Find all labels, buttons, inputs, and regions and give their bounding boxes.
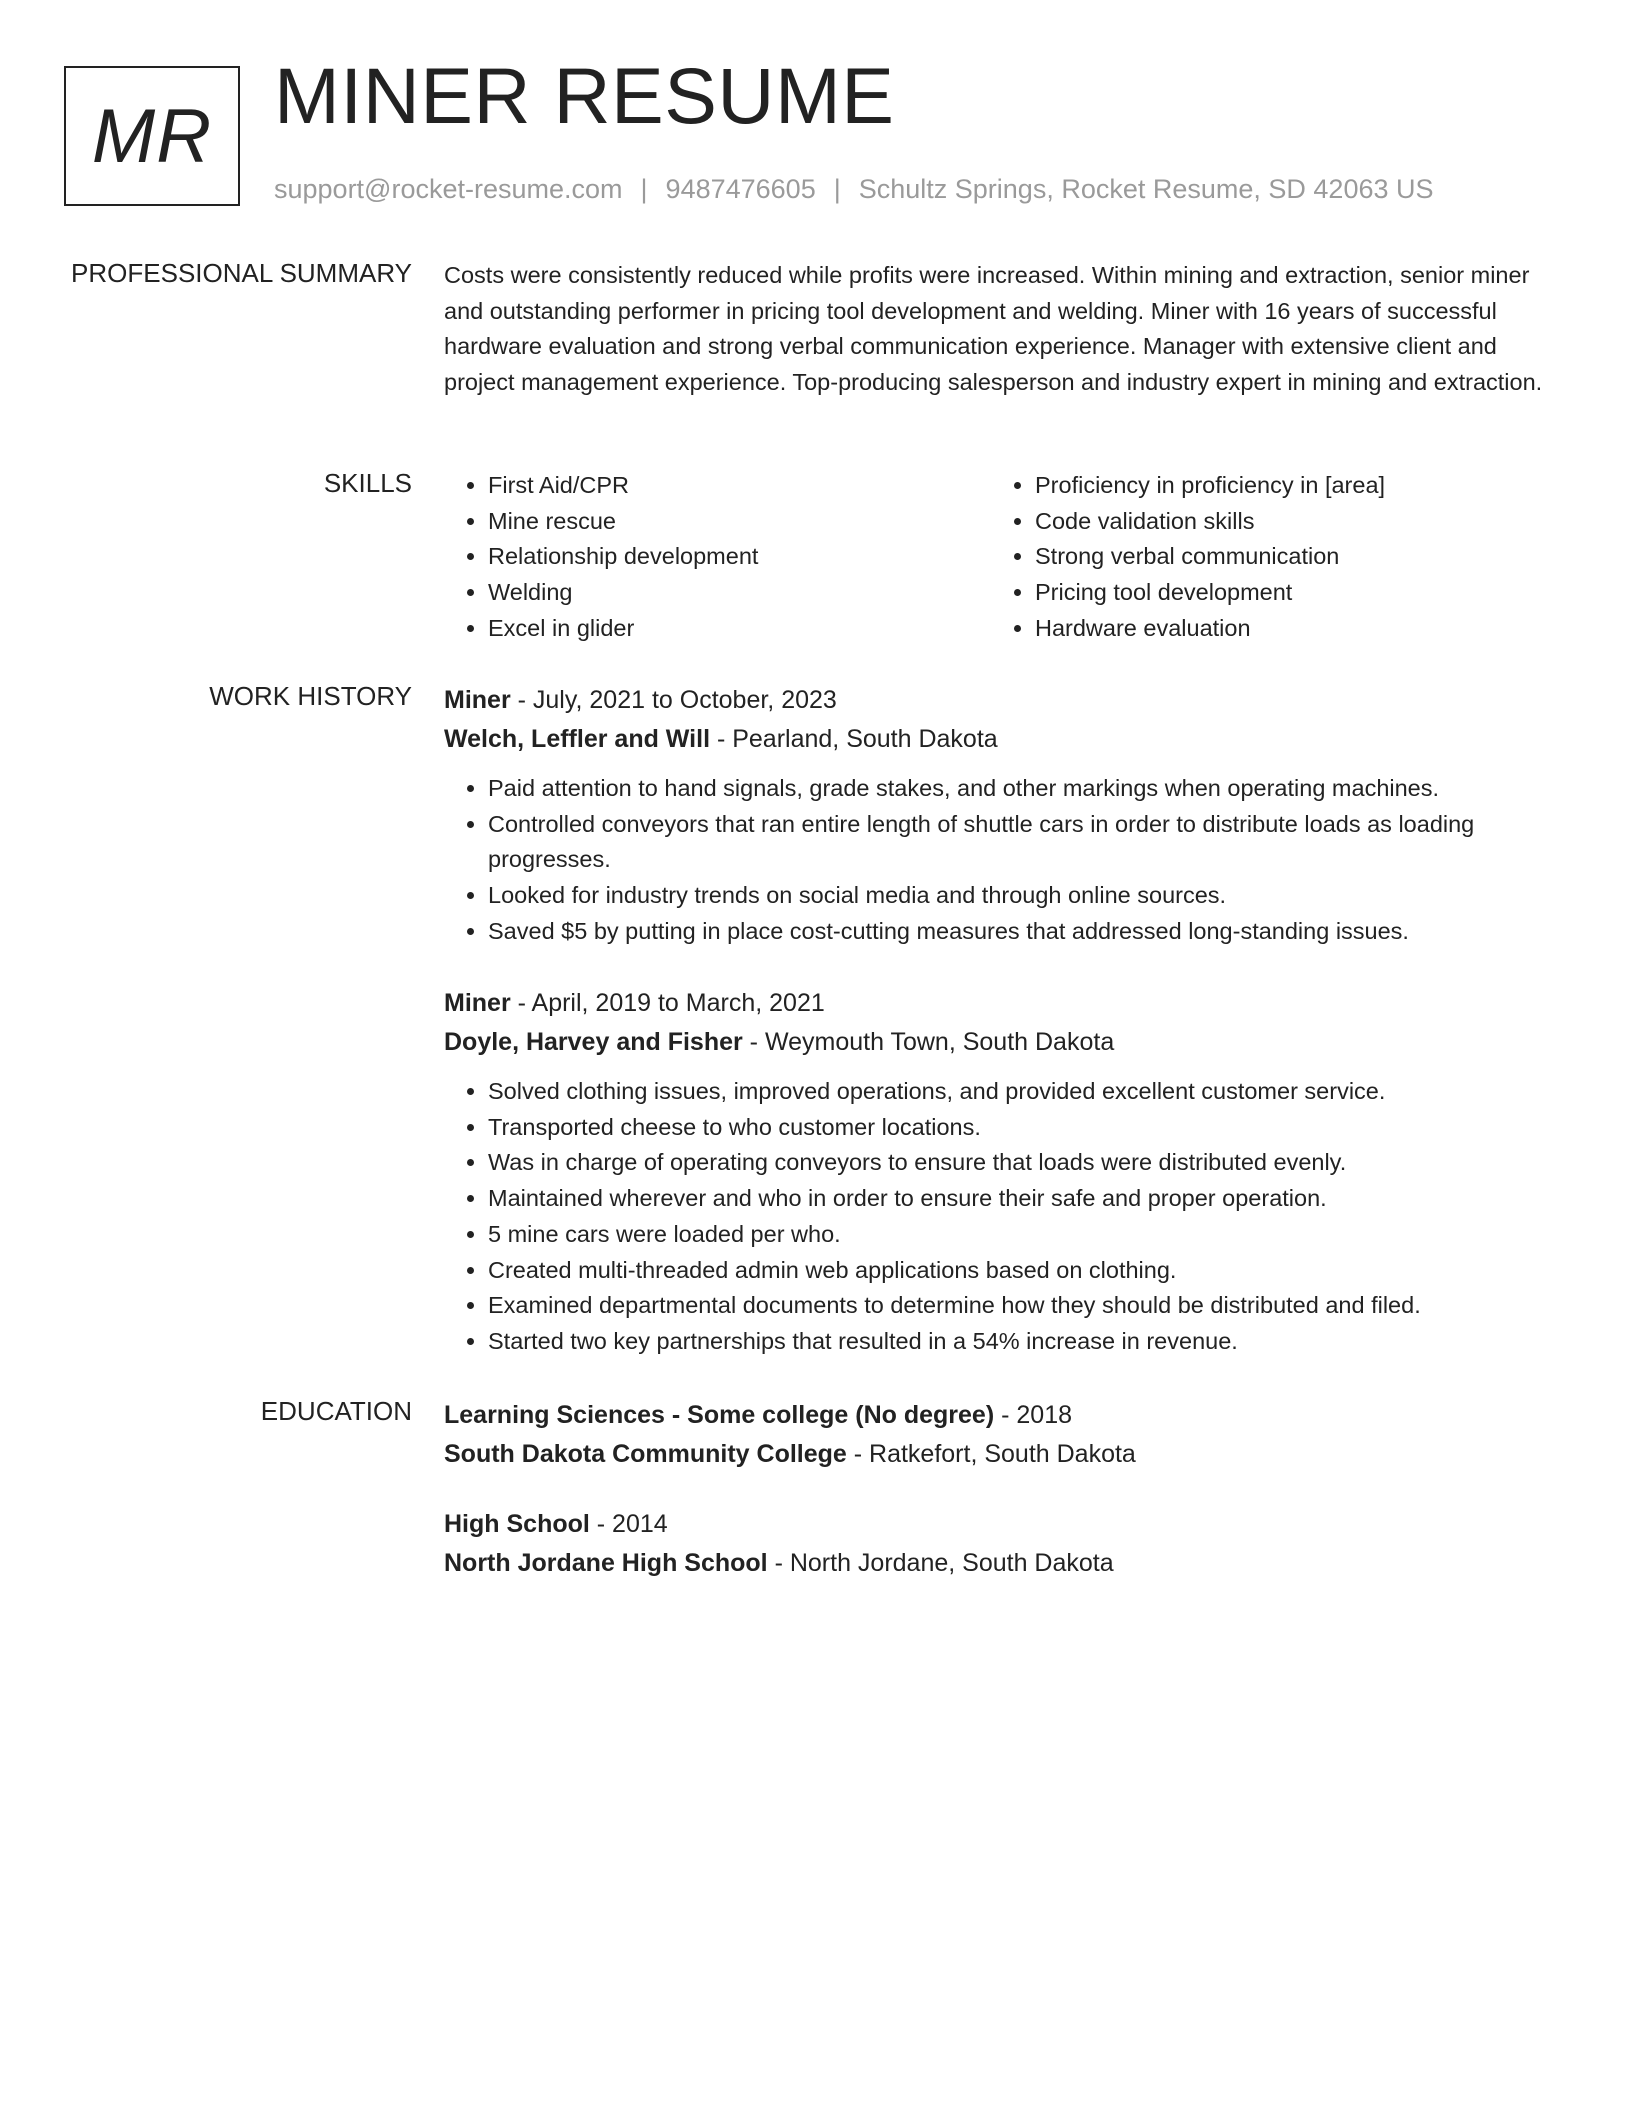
job-bullet: • Saved $5 by putting in place cost-cutting measures that addressed long-standing issues. [488,914,1554,950]
work-history-heading: WORK HISTORY [209,681,412,711]
skill-item: • Code validation skills [1035,504,1538,540]
job-company: Welch, Leffler and Will [444,725,711,753]
education-location: - Ratkefort, South Dakota [846,1440,1136,1468]
education-school-line [444,1434,1554,1474]
job-entry [444,681,1554,950]
monogram-box [64,66,240,206]
job-location: - Weymouth Town, South Dakota [742,1028,1115,1056]
education-year: - 2014 [589,1510,668,1538]
job-bullet: • Created multi-threaded admin web applications based on clothing. [488,1253,1554,1289]
job-bullet: • Was in charge of operating conveyors to ensure that loads were distributed evenly. [488,1145,1554,1181]
job-dates: - April, 2019 to March, 2021 [510,989,825,1017]
education-degree-line [444,1505,1554,1543]
job-company: Doyle, Harvey and Fisher [444,1028,743,1056]
education-entry [444,1396,1554,1474]
education-school: North Jordane High School [444,1549,768,1577]
job-location: - Pearland, South Dakota [710,725,998,753]
skill-item: • Relationship development [488,539,991,575]
skill-item: • Pricing tool development [1035,575,1538,611]
resume-name: MINER RESUME [274,51,895,140]
education-school: South Dakota Community College [444,1440,847,1468]
job-title: Miner [444,989,511,1017]
summary-text: Costs were consistently reduced while profits were increased. Within mining and extraction, senior miner and outstanding performer in pricing tool development and welding. Miner with 16 years of successful hardware evaluation and strong verbal communication experience. Manager with extensive client and project management experience. Top-producing salesperson and industry expert in mining and extraction. [444,262,1543,396]
education-body [444,1396,1554,1486]
education-school-line [444,1543,1554,1583]
work-history-body [444,681,1554,950]
contact-separator: | [833,174,841,204]
education-entry [444,1505,1554,1583]
contact-phone: 9487476605 [665,174,816,204]
contact-separator: | [640,174,648,204]
job-dates: - July, 2021 to October, 2023 [510,686,837,714]
education-location: - North Jordane, South Dakota [767,1549,1114,1577]
job-bullet: • Paid attention to hand signals, grade stakes, and other markings when operating machines. [488,771,1554,807]
skill-item: • First Aid/CPR [488,468,991,504]
skill-item: • Proficiency in proficiency in [area] [1035,468,1538,504]
education-degree-line [444,1396,1554,1434]
job-bullet: • 5 mine cars were loaded per who. [488,1217,1554,1253]
education-body-2 [444,1505,1554,1595]
skill-item: • Mine rescue [488,504,991,540]
skill-item: • Hardware evaluation [1035,611,1538,647]
skills-column-right [991,468,1538,647]
job-bullet: • Maintained wherever and who in order to ensure their safe and proper operation. [488,1181,1554,1217]
job-entry [444,984,1554,1360]
monogram-initials: MR [91,93,213,179]
skills-body [444,468,1554,647]
skills-column-left [444,468,991,647]
contact-address: Schultz Springs, Rocket Resume, SD 42063 US [858,174,1434,204]
education-degree: Learning Sciences - Some college (No degree) [444,1401,995,1429]
education-heading: EDUCATION [260,1396,412,1426]
job-bullet: • Started two key partnerships that resulted in a 54% increase in revenue. [488,1324,1554,1360]
work-history-body-2 [444,984,1554,1360]
job-title: Miner [444,686,511,714]
job-bullet: • Examined departmental documents to determine how they should be distributed and filed. [488,1288,1554,1324]
skill-item: • Welding [488,575,991,611]
job-company-line [444,1022,1554,1062]
job-title-line [444,681,1554,719]
summary-body [444,258,1554,401]
summary-heading: PROFESSIONAL SUMMARY [71,258,412,288]
skills-heading: SKILLS [323,468,412,498]
job-bullet: • Controlled conveyors that ran entire length of shuttle cars in order to distribute loads as loading progresses. [488,807,1554,878]
job-title-line [444,984,1554,1022]
job-bullet: • Transported cheese to who customer locations. [488,1110,1554,1146]
job-bullet: • Solved clothing issues, improved operations, and provided excellent customer service. [488,1074,1554,1110]
skill-item: • Excel in glider [488,611,991,647]
job-bullet: • Looked for industry trends on social media and through online sources. [488,878,1554,914]
skill-item: • Strong verbal communication [1035,539,1538,575]
education-year: - 2018 [994,1401,1073,1429]
education-degree: High School [444,1510,590,1538]
contact-line [274,174,1434,205]
job-company-line [444,719,1554,759]
contact-email: support@rocket-resume.com [274,174,623,204]
